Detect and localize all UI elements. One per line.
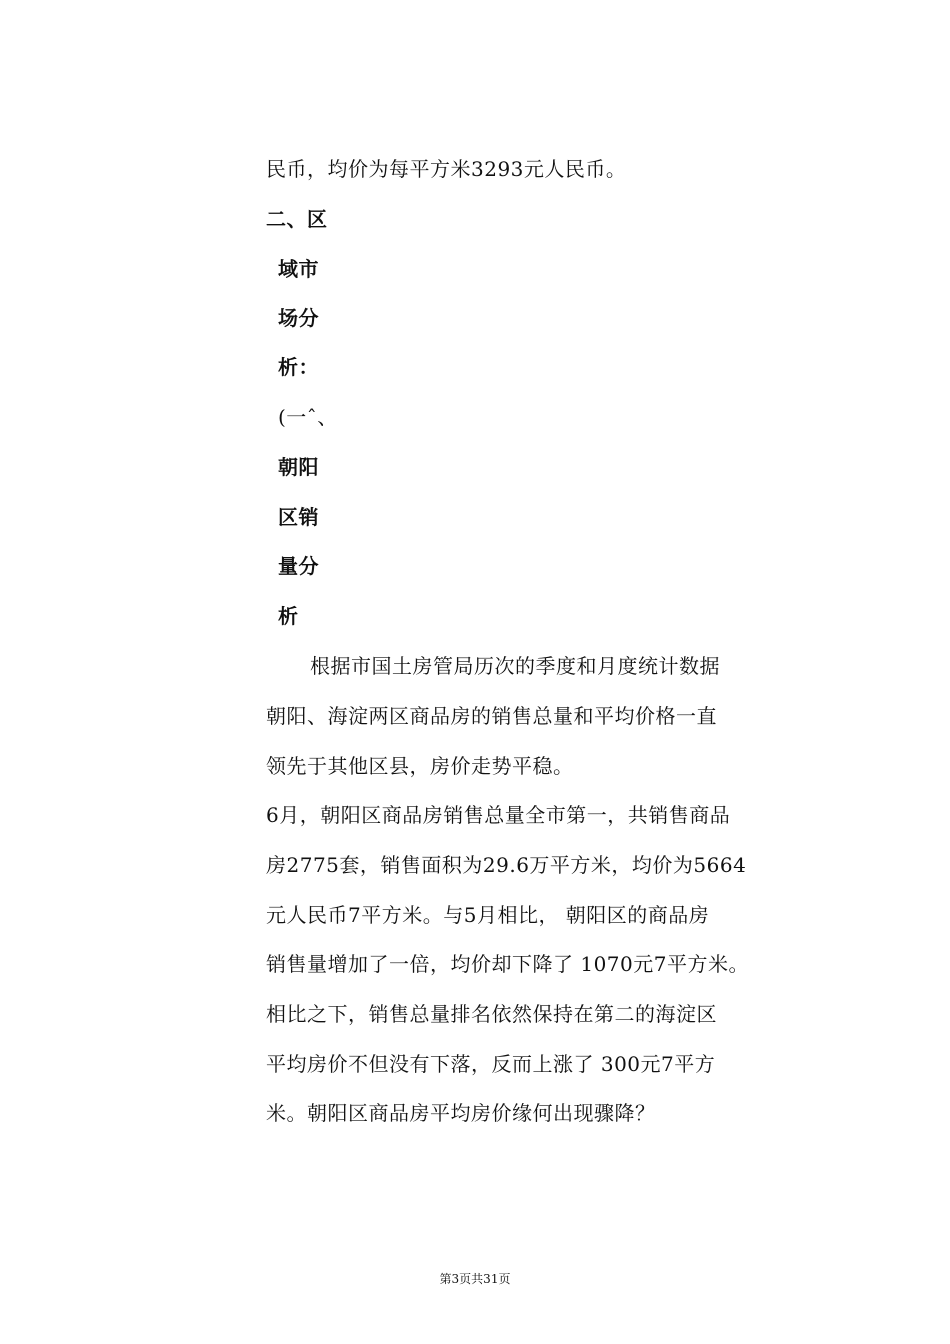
paragraph-line: 房2775套，销售面积为29.6万平方米，均价为5664 (266, 853, 747, 877)
section-heading-line: 析： (278, 355, 319, 379)
subsection-prefix: (一ˆ、 (278, 405, 338, 429)
paragraph-line: 平均房价不但没有下落，反而上涨了 300元7平方 (266, 1052, 716, 1076)
paragraph-line: 根据市国土房管局历次的季度和月度统计数据 (310, 654, 720, 678)
paragraph-line: 元人民币7平方米。与5月相比， 朝阳区的商品房 (266, 903, 710, 927)
paragraph-line: 6月，朝阳区商品房销售总量全市第一，共销售商品 (266, 803, 731, 827)
paragraph-line: 相比之下，销售总量排名依然保持在第二的海淀区 (266, 1002, 717, 1026)
page-footer: 第3页共31页 (439, 1272, 511, 1286)
subsection-heading-line: 区销 (278, 505, 319, 529)
paragraph-line: 米。朝阳区商品房平均房价缘何出现骤降？ (266, 1101, 656, 1125)
section-heading-line: 域市 (278, 257, 319, 281)
subsection-heading-line: 朝阳 (278, 455, 319, 479)
subsection-heading-line: 析 (278, 604, 299, 628)
section-heading-line: 场分 (278, 306, 319, 330)
subsection-heading-line: 量分 (278, 554, 319, 578)
section-heading-line: 二、区 (266, 207, 328, 231)
paragraph-line: 领先于其他区县，房价走势平稳。 (266, 754, 574, 778)
paragraph-line: 朝阳、海淀两区商品房的销售总量和平均价格一直 (266, 704, 717, 728)
body-text-line: 民币，均价为每平方米3293元人民币。 (266, 157, 627, 181)
paragraph-line: 销售量增加了一倍，均价却下降了 1070元7平方米。 (266, 952, 749, 976)
